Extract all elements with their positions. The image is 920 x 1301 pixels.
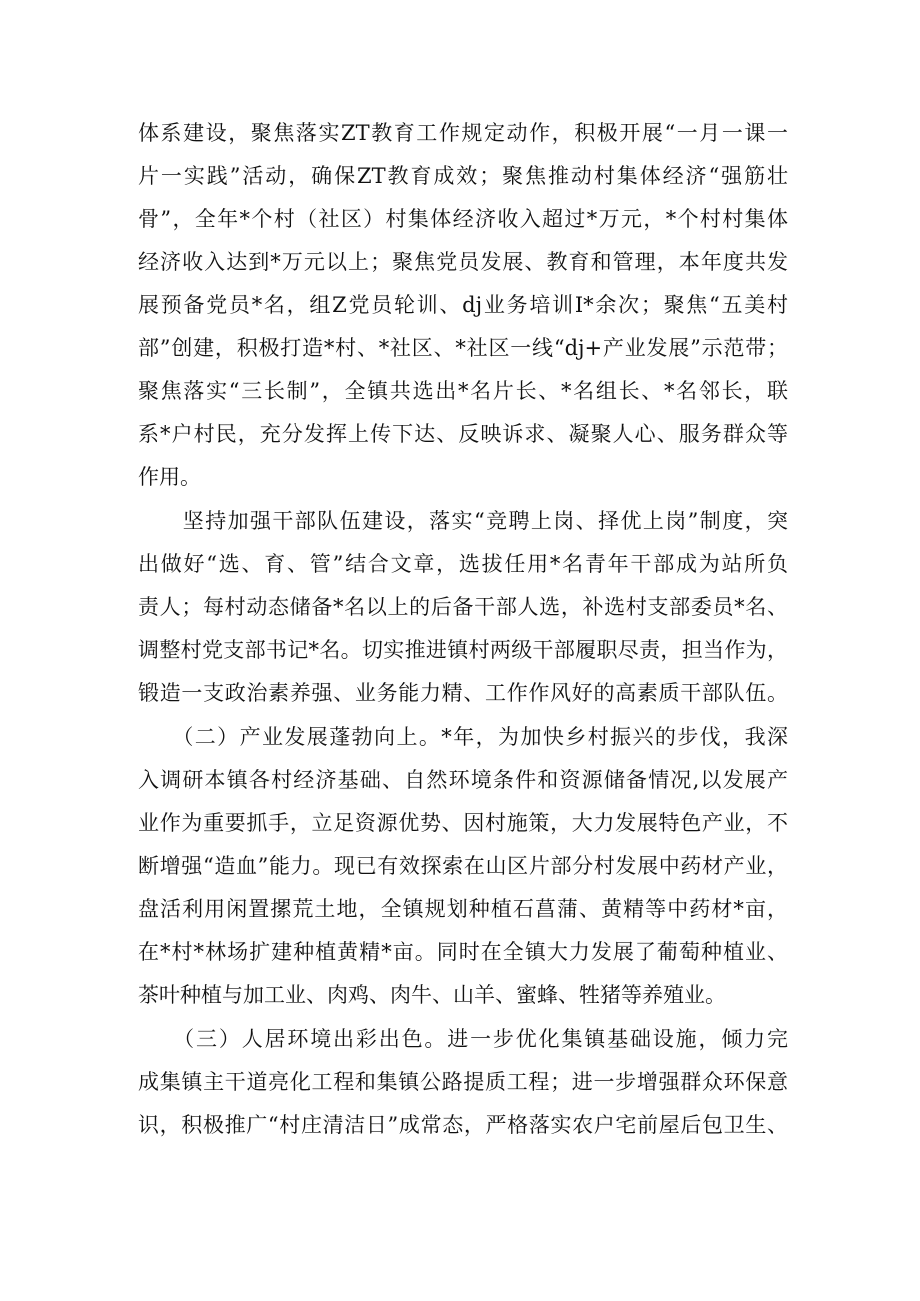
text-line: 出做好“选、育、管”结合文章，选拔任用*名青年干部成为站所负 (138, 552, 788, 576)
text-line: 入调研本镇各村经济基础、自然环境条件和资源储备情况,以发展产 (138, 768, 788, 792)
text-line: 骨”，全年*个村（社区）村集体经济收入超过*万元，*个村村集体 (138, 207, 788, 231)
text-line: 作用。 (138, 465, 201, 489)
text-line: 经济收入达到*万元以上；聚焦党员发展、教育和管理，本年度共发 (138, 250, 788, 274)
text-line: （三）人居环境出彩出色。进一步优化集镇基础设施，倾力完 (138, 1027, 788, 1051)
text-line: 调整村党支部书记*名。切实推进镇村两级干部履职尽责，担当作为， (138, 638, 788, 662)
text-line: 责人；每村动态储备*名以上的后备干部人选，补选村支部委员*名、 (138, 595, 788, 619)
text-line: 体系建设，聚焦落实ZT教育工作规定动作，积极开展“一月一课一 (138, 121, 788, 145)
text-line: 业作为重要抓手，立足资源优势、因村施策，大力发展特色产业，不 (138, 811, 788, 835)
text-line: 断增强“造血”能力。现已有效探索在山区片部分村发展中药材产业， (138, 854, 788, 878)
text-line: 茶叶种植与加工业、肉鸡、肉牛、山羊、蜜蜂、牲猪等养殖业。 (138, 983, 726, 1007)
text-line: 片一实践”活动，确保ZT教育成效；聚焦推动村集体经济“强筋壮 (138, 164, 788, 188)
text-line: 识，积极推广“村庄清洁日”成常态，严格落实农户宅前屋后包卫生、 (138, 1113, 788, 1137)
text-line: 聚焦落实“三长制”，全镇共选出*名片长、*名组长、*名邻长，联 (138, 379, 788, 403)
text-line: 成集镇主干道亮化工程和集镇公路提质工程；进一步增强群众环保意 (138, 1070, 788, 1094)
text-line: （二）产业发展蓬勃向上。*年，为加快乡村振兴的步伐，我深 (138, 725, 788, 749)
text-line: 部”创建，积极打造*村、*社区、*社区一线“dj+产业发展”示范带； (138, 336, 788, 360)
text-line: 在*村*林场扩建种植黄精*亩。同时在全镇大力发展了葡萄种植业、 (138, 940, 788, 964)
text-line: 坚持加强干部队伍建设，落实“竞聘上岗、择优上岗”制度，突 (138, 509, 788, 533)
text-line: 系*户村民，充分发挥上传下达、反映诉求、凝聚人心、服务群众等 (138, 422, 788, 446)
text-line: 锻造一支政治素养强、业务能力精、工作作风好的高素质干部队伍。 (138, 681, 788, 705)
text-line: 盘活利用闲置摞荒土地，全镇规划种植石菖蒲、黄精等中药材*亩， (138, 897, 788, 921)
document-body (138, 112, 788, 1147)
text-line: 展预备党员*名，组Z党员轮训、dj业务培训I*余次；聚焦“五美村 (138, 293, 788, 317)
